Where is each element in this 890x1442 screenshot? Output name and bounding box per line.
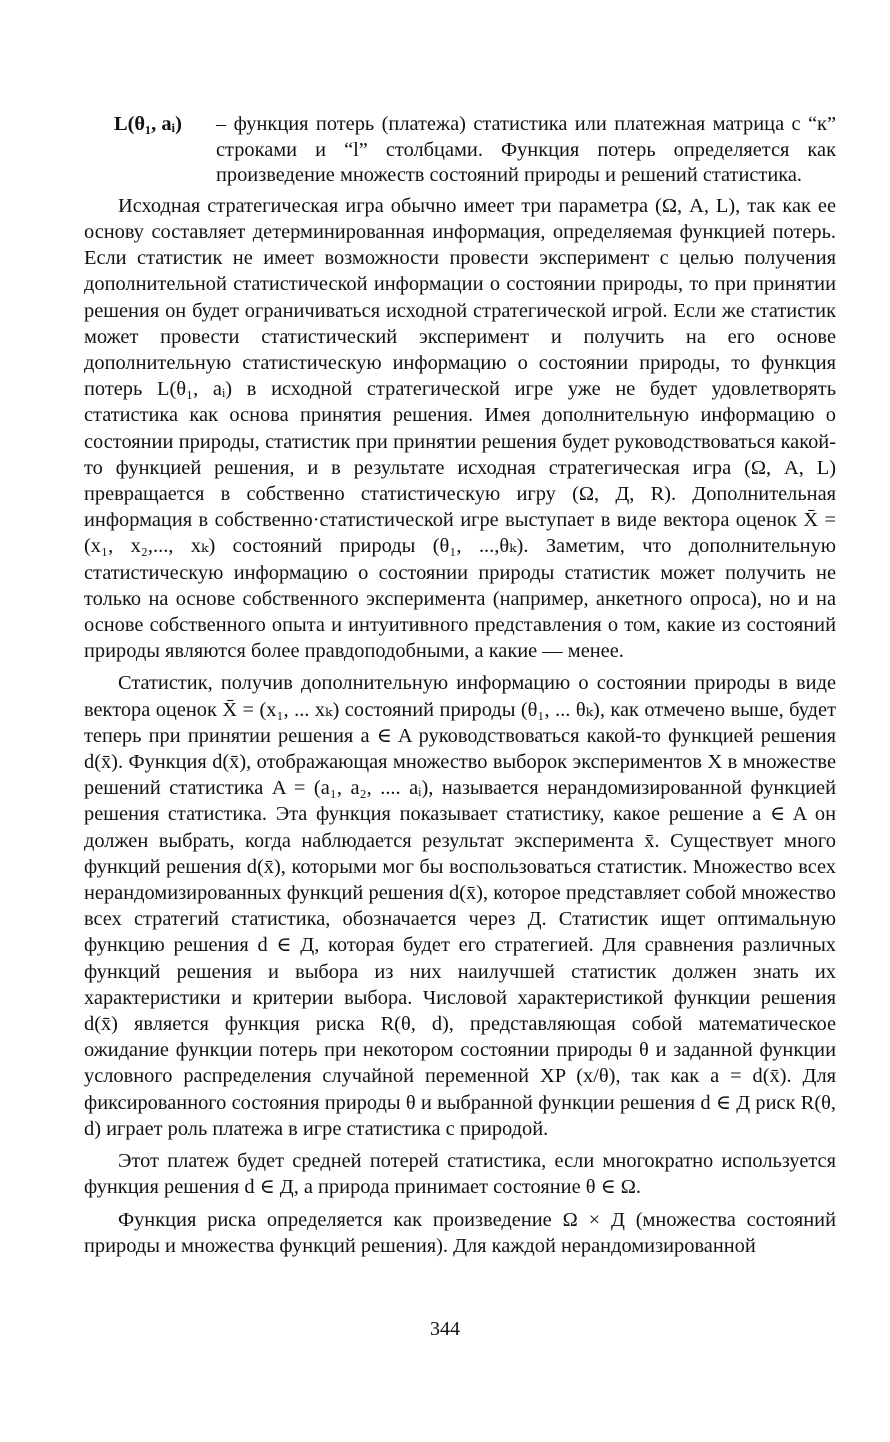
page-body	[84, 112, 836, 1259]
paragraph-1: Исходная стратегическая игра обычно имеет три параметра (Ω, A, L), так как ее основу составляет детерминированная информация, определяемая функцией потерь. Если статистик не имеет возможности провести эксперимент с целью получения дополнительной статистической информации о состоянии природы, то при принятии решения он будет ограничиваться исходной стратегической игрой. Если же статистик может провести статистический эксперимент и получить на его основе дополнительную статистическую информацию о состоянии природы, то функция потерь L(θ₁, aᵢ) в исходной стратегической игре уже не будет удовлетворять статистика как основа принятия решения. Имея дополнительную информацию о состоянии природы, статистик при принятии решения будет руководствоваться какой-то функцией решения, и в результате исходная стратегическая игра (Ω, A, L) превращается в собственно статистическую игру (Ω, Д, R). Дополнительная информация в собственно·статистической игре выступает в виде вектора оценок X̄ = (x₁, x₂,..., xₖ) состояний природы (θ₁, ...,θₖ). Заметим, что дополнительную статистическую информацию о состоянии природы статистик может получить не только на основе собственного эксперимента (например, анкетного опроса), но и на основе собственного опыта и интуитивного представления о том, какие из состояний природы являются более правдоподобными, а какие — менее.	[84, 194, 836, 663]
definition-term: L(θ₁, aᵢ)	[114, 113, 182, 135]
paragraph-2: Статистик, получив дополнительную информацию о состоянии природы в виде вектора оценок X̄ = (x₁, ... xₖ) состояний природы (θ₁, ... θₖ), как отмечено выше, будет теперь при принятии решения a ∈ A руководствоваться какой-то функцией решения d(x̄). Функция d(x̄), отображающая множество выборок экспериментов X в множестве решений статистика A = (a₁, a₂, .... aᵢ), называется нерандомизированной функцией решения статистика. Эта функция показывает статистику, какое решение a ∈ A он должен выбрать, когда наблюдается результат эксперимента x̄. Существует много функций решения d(x̄), которыми мог бы воспользоваться статистик. Множество всех нерандомизированных функций решения d(x̄), которое представляет собой множество всех стратегий статистика, обозначается через Д. Статистик ищет оптимальную функцию решения d ∈ Д, которая будет его стратегией. Для сравнения различных функций решения и выбора из них наилучшей статистик должен знать их характеристики и критерии выбора. Числовой характеристикой функции решения d(x̄) является функция риска R(θ, d), представляющая собой математическое ожидание функции потерь при некотором состоянии природы θ и заданной функции условного распределения случайной переменной XP (x/θ), так как a = d(x̄). Для фиксированного состояния природы θ и выбранной функции решения d ∈ Д риск R(θ, d) играет роль платежа в игре статистика с природой.	[84, 672, 836, 1140]
definition-entry	[84, 112, 836, 189]
paragraph-3: Этот платеж будет средней потерей статистика, если многократно используется функция решения d ∈ Д, а природа принимает состояние θ ∈ Ω.	[84, 1150, 836, 1199]
page-number: 344	[430, 1318, 460, 1340]
paragraph-4: Функция риска определяется как произведение Ω × Д (множества состояний природы и множества функций решения). Для каждой нерандомизированной	[84, 1208, 836, 1257]
definition-text: – функция потерь (платежа) статистика или платежная матрица с “к” строками и “l” столбцами. Функция потерь определяется как произведение множеств состояний природы и решений статистика.	[216, 113, 836, 187]
